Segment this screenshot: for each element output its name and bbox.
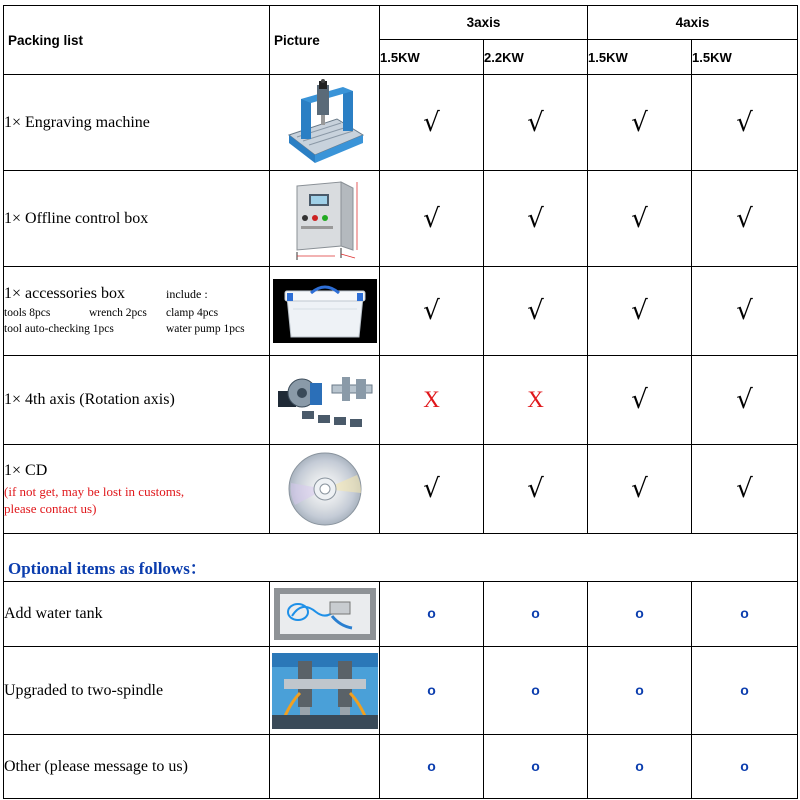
- mark-cell: [692, 75, 798, 171]
- mark-cell: [692, 445, 798, 534]
- optional-mark: o: [531, 757, 540, 774]
- mark-cell: [588, 171, 692, 267]
- mark-cell: [484, 582, 588, 647]
- check-mark: √: [736, 474, 753, 504]
- note-line-1: (if not get, may be lost in customs,: [4, 484, 185, 499]
- mark-cell: [484, 445, 588, 534]
- item-label: Add water tank: [4, 582, 270, 647]
- check-mark: √: [736, 107, 753, 138]
- mark-cell: [588, 267, 692, 356]
- detail-water-pump: water pump 1pcs: [166, 323, 245, 335]
- optional-mark: o: [531, 605, 540, 621]
- header-packing-list: Packing list: [4, 6, 270, 75]
- mark-cell: [380, 267, 484, 356]
- mark-cell: [588, 75, 692, 171]
- cnc-engraving-machine-photo: [270, 75, 380, 171]
- header-picture: Picture: [270, 6, 380, 75]
- header-power-2: 2.2KW: [484, 40, 588, 75]
- check-mark: √: [631, 107, 648, 138]
- item-label: 1× 4th axis (Rotation axis): [4, 356, 270, 445]
- table-row: [4, 647, 798, 735]
- item-label-cell: [4, 445, 270, 534]
- check-mark: √: [631, 203, 648, 234]
- mark-cell: [484, 647, 588, 735]
- water-tank-photo: [270, 582, 380, 647]
- optional-mark: o: [531, 681, 540, 698]
- optional-mark: o: [740, 757, 749, 774]
- check-mark: √: [423, 474, 440, 504]
- header-power-1: 1.5KW: [380, 40, 484, 75]
- optional-heading-row: [4, 534, 798, 582]
- cd-disc-photo: [270, 445, 380, 534]
- item-label: Other (please message to us): [4, 735, 270, 799]
- item-label: 1× accessories box: [4, 285, 125, 302]
- mark-cell: [692, 356, 798, 445]
- mark-cell: [380, 582, 484, 647]
- mark-cell: [380, 75, 484, 171]
- check-mark: √: [527, 107, 544, 138]
- optional-mark: o: [740, 681, 749, 698]
- optional-mark: o: [635, 681, 644, 698]
- mark-cell: [380, 445, 484, 534]
- item-label: Upgraded to two-spindle: [4, 647, 270, 735]
- check-mark: √: [736, 385, 753, 415]
- optional-mark: o: [427, 605, 436, 621]
- check-mark: √: [631, 385, 648, 415]
- check-mark: √: [736, 296, 753, 326]
- mark-cell: [484, 171, 588, 267]
- check-mark: √: [423, 296, 440, 326]
- table-row: [4, 445, 798, 534]
- header-4axis: 4axis: [588, 6, 798, 40]
- header-power-4: 1.5KW: [692, 40, 798, 75]
- mark-cell: [380, 735, 484, 799]
- item-label-cell: [4, 267, 270, 356]
- check-mark: √: [423, 107, 440, 138]
- mark-cell: [380, 171, 484, 267]
- two-spindle-photo: [270, 647, 380, 735]
- mark-cell: [484, 75, 588, 171]
- optional-mark: o: [427, 757, 436, 774]
- mark-cell: [588, 445, 692, 534]
- mark-cell: [692, 582, 798, 647]
- optional-heading: Optional items as follows：: [8, 559, 207, 578]
- mark-cell: [692, 735, 798, 799]
- mark-cell: [692, 171, 798, 267]
- mark-cell: [588, 647, 692, 735]
- detail-clamp: clamp 4pcs: [166, 307, 219, 319]
- check-mark: √: [631, 474, 648, 504]
- table-row: [4, 171, 798, 267]
- detail-tools: tools 8pcs: [4, 307, 51, 319]
- table-row: [4, 75, 798, 171]
- table-row: [4, 582, 798, 647]
- header-power-3: 1.5KW: [588, 40, 692, 75]
- mark-cell: [692, 267, 798, 356]
- control-box-photo: [270, 171, 380, 267]
- optional-heading-cell: [4, 534, 798, 582]
- optional-mark: o: [740, 605, 749, 621]
- detail-tool-checking: tool auto-checking 1pcs: [4, 323, 114, 335]
- note-line-2: please contact us): [4, 501, 97, 516]
- mark-cell: [588, 356, 692, 445]
- check-mark: √: [631, 296, 648, 326]
- mark-cell: [484, 267, 588, 356]
- optional-mark: o: [427, 681, 436, 698]
- mark-cell: [484, 356, 588, 445]
- optional-mark: o: [635, 757, 644, 774]
- optional-mark: o: [635, 605, 644, 621]
- detail-wrench: wrench 2pcs: [89, 307, 147, 319]
- mark-cell: [588, 735, 692, 799]
- check-mark: √: [527, 296, 544, 326]
- item-label: 1× Engraving machine: [4, 75, 270, 171]
- cross-mark: X: [527, 387, 544, 412]
- table-row: [4, 267, 798, 356]
- mark-cell: [380, 356, 484, 445]
- header-3axis: 3axis: [380, 6, 588, 40]
- mark-cell: [484, 735, 588, 799]
- check-mark: √: [736, 203, 753, 234]
- mark-cell: [692, 647, 798, 735]
- empty-picture-cell: [270, 735, 380, 799]
- table-row: [4, 735, 798, 799]
- check-mark: √: [527, 474, 544, 504]
- include-label: include :: [166, 287, 208, 301]
- accessories-box-photo: [270, 267, 380, 356]
- item-label: 1× Offline control box: [4, 171, 270, 267]
- rotation-axis-photo: [270, 356, 380, 445]
- item-label: 1× CD: [4, 462, 48, 479]
- check-mark: √: [423, 203, 440, 234]
- table-row: [4, 356, 798, 445]
- cross-mark: X: [423, 387, 440, 412]
- mark-cell: [588, 582, 692, 647]
- mark-cell: [380, 647, 484, 735]
- packing-list-table: [3, 5, 798, 799]
- check-mark: √: [527, 203, 544, 234]
